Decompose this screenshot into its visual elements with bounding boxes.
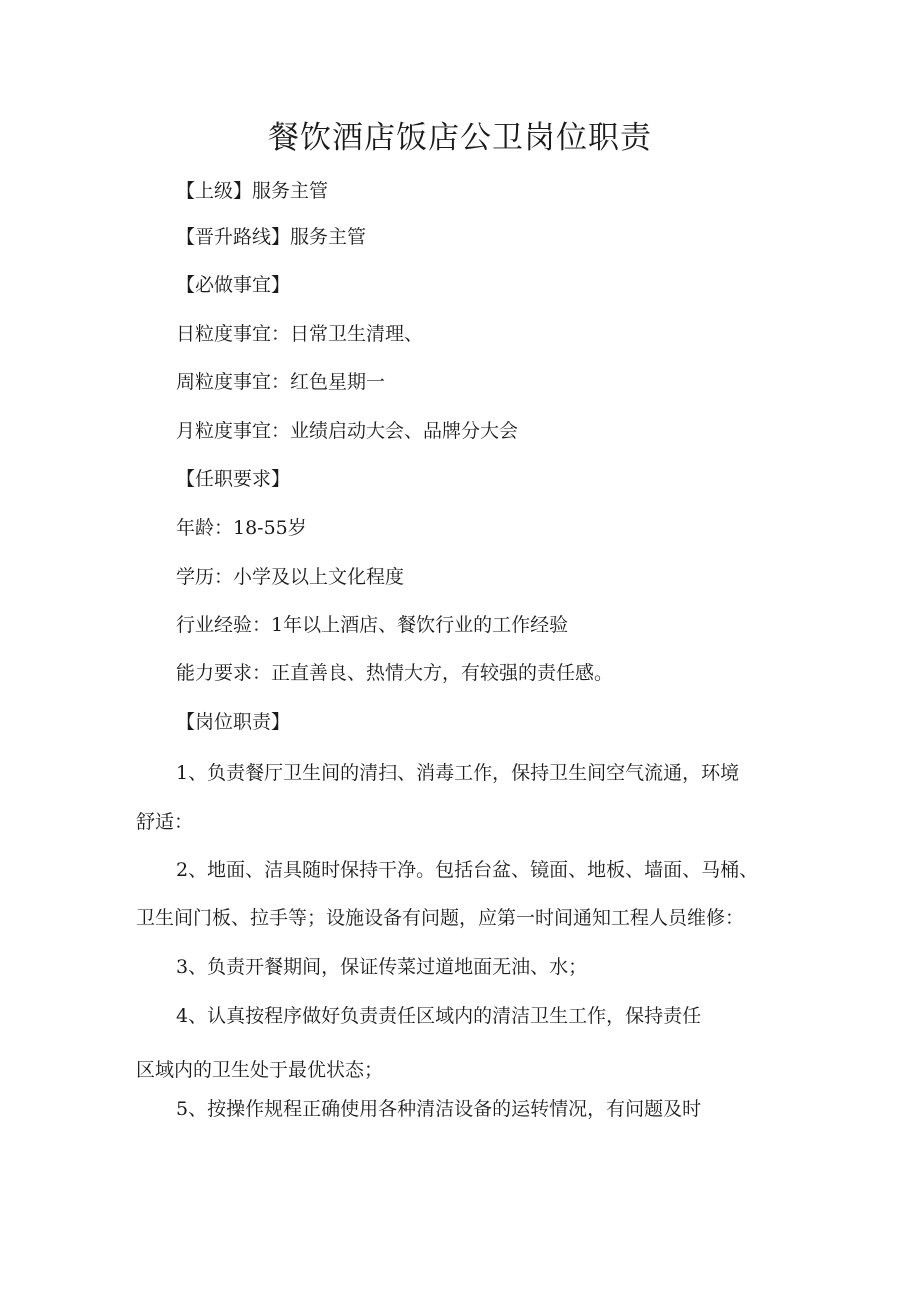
- education-line: 学历：小学及以上文化程度: [176, 566, 405, 588]
- promotion-path-line: 【晋升路线】服务主管: [176, 226, 367, 248]
- duty-2-line-2: 卫生间门板、拉手等；设施设备有问题，应第一时间通知工程人员维修：: [136, 907, 745, 929]
- duty-1-line-1: 1、负责餐厅卫生间的清扫、消毒工作，保持卫生间空气流通，环境: [176, 762, 740, 784]
- duty-5-line-1: 5、按操作规程正确使用各种清洁设备的运转情况，有问题及时: [176, 1098, 702, 1120]
- requirements-heading: 【任职要求】: [176, 468, 291, 490]
- weekly-task-line: 周粒度事宜：红色星期一: [176, 371, 386, 393]
- duty-3-line: 3、负责开餐期间，保证传菜过道地面无油、水；: [176, 956, 588, 978]
- experience-line: 行业经验：1年以上酒店、餐饮行业的工作经验: [176, 614, 569, 636]
- duties-heading: 【岗位职责】: [176, 711, 291, 733]
- monthly-task-line: 月粒度事宜：业绩启动大会、品牌分大会: [176, 420, 519, 442]
- age-line: 年龄：18-55岁: [176, 517, 307, 539]
- duty-1-line-2: 舒适：: [136, 811, 194, 833]
- must-do-heading: 【必做事宜】: [176, 274, 291, 296]
- duty-2-line-1: 2、地面、洁具随时保持干净。包括台盆、镜面、地板、墙面、马桶、: [176, 859, 759, 881]
- document-title: 餐饮酒店饭店公卫岗位职责: [268, 120, 652, 156]
- ability-line: 能力要求：正直善良、热情大方，有较强的责任感。: [176, 662, 614, 684]
- superior-line: 【上级】服务主管: [176, 180, 329, 202]
- duty-4-line-2: 区域内的卫生处于最优状态；: [136, 1059, 384, 1081]
- daily-task-line: 日粒度事宜：日常卫生清理、: [176, 323, 424, 345]
- duty-4-line-1: 4、认真按程序做好负责责任区域内的清洁卫生工作，保持责任: [176, 1005, 702, 1027]
